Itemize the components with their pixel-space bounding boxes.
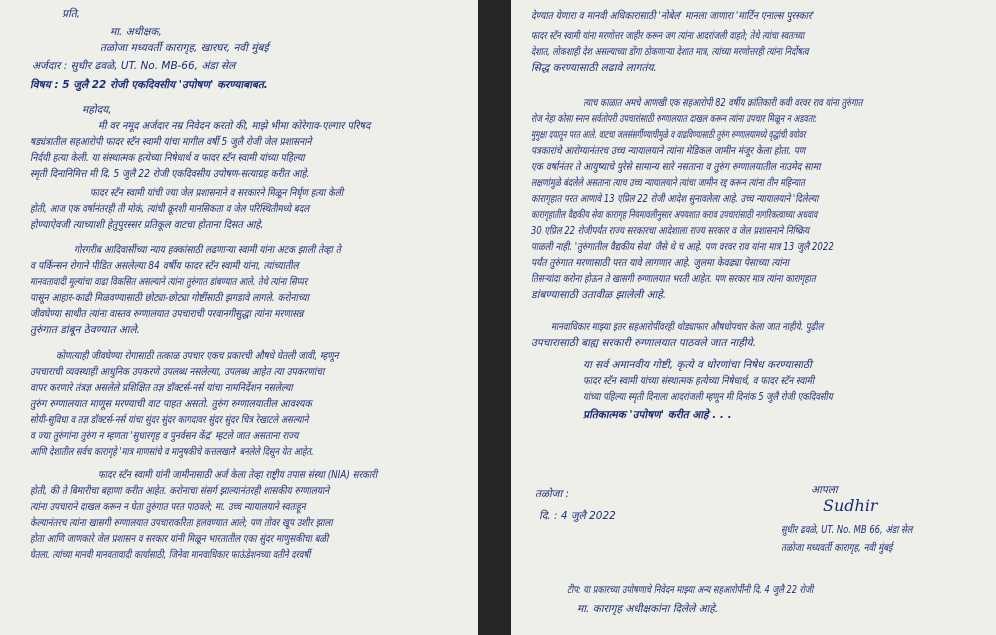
sender-address: तळोजा मध्यवर्ती कारागृह, नवी मुंबई bbox=[781, 542, 893, 554]
sender-name: सुधीर ढवळे, UT. No. MB 66, अंडा सेल bbox=[781, 524, 913, 536]
body-line: तिसऱ्यांदा करोना होऊन ते खासगी रुग्णालयात भरती आहेत. पण सरकार मात्र त्यांना कारागृहात bbox=[531, 273, 816, 285]
body-line: गोरगरीब आदिवासींच्या न्याय हक्कांसाठी लढणाऱ्या स्वामी यांना अटक झाली तेव्हा ते bbox=[74, 244, 341, 256]
body-line: देण्यात येणारा व मानवी अधिकारासाठी 'नोबेल' मानला जाणारा 'मार्टिन एनाल्स पुरस्कार' bbox=[531, 10, 815, 22]
body-line: मानवाधिकार माझ्या इतर सहआरोपींवरही थोड्याफार औषधोपचार केला जात नाहीये. पुढील bbox=[551, 321, 824, 333]
body-line: होण्याऐवजी त्याच्याशी हेतुपुरस्सर प्रतिकूल वाटचा होताना दिसत आहे. bbox=[30, 219, 264, 231]
date-label: दि. : 4 जुलै 2022 bbox=[539, 510, 616, 522]
body-line: एक वर्षानंतर ते आयुष्याचे पुरेसे सामान्य सारे नसताना व तुरुंग रुग्णालयातील नाउमेद सामा bbox=[531, 161, 821, 173]
body-line: त्यांना उपचाराने दाखल करून न घेता तुरुंगात परत पाठवले; मा. उच्च न्यायालयाने स्वतःहून bbox=[30, 501, 306, 513]
place-label: तळोजा : bbox=[535, 488, 570, 500]
body-line: आणि देशातील सर्वच कारागृहे 'मात्र माणसांचे व मानुषकीचे कत्तलखाने' बनलेले दिसून येत आहेत. bbox=[30, 446, 314, 458]
body-line: घेतला. त्यांच्या मानवी मानवतावादी कार्यासाठी, जिनेवा मानवाधिकार फाऊंडेशनच्या वतीने दरवर्षी bbox=[30, 549, 311, 561]
letter-page-right bbox=[511, 0, 996, 635]
body-line: होता आणि जाणकारे जेल प्रशासन व सरकार यांनी मिळून भारतातील एका सुंदर माणुसकीचा बळी bbox=[30, 533, 329, 545]
body-line: यांच्या पहिल्या स्मृती दिनाला आदरांजली म्हणून मी दिनांक 5 जुलै रोजी एकदिवसीय bbox=[583, 391, 833, 403]
applicant-line: अर्जदार : सुधीर ढवळे, UT. No. MB-66, अंडा सेल bbox=[32, 60, 236, 72]
body-line: निर्दयी हत्या केली. या संस्थात्मक हत्येच्या निषेधार्थ व फादर स्टॅन स्वामी यांच्या पहिल्या bbox=[30, 152, 305, 164]
body-line: उपचारासाठी बाह्य सरकारी रुग्णालयात पाठवले जात नाहीये. bbox=[531, 337, 756, 349]
body-line: कोणत्याही जीवघेण्या रोगासाठी तत्काळ उपचार एकच प्रकारची औषधे घेतली जावी, म्हणून bbox=[56, 350, 339, 362]
body-line: पाळली नाही. 'तुरुंगातील वैद्यकीय सेवा' जैसे थे च आहे. पण वरवर राव यांना मात्र 13 जुलै 2022 bbox=[531, 241, 834, 253]
note-line: मा. कारागृह अधीक्षकांना दिलेले आहे. bbox=[577, 603, 719, 615]
body-line: पासून आहार-काढी मिळवण्यासाठी छोट्या-छोट्या गोष्टींसाठी झगडावे लागले. करोनाच्या bbox=[30, 292, 309, 304]
body-line: फादर स्टॅन स्वामी यांनी जामीनासाठी अर्ज केला तेव्हा राष्ट्रीय तपास संस्था (NIA) सरकारी bbox=[98, 469, 378, 481]
body-line: कारागृहात परत आणावे 13 एप्रिल 22 रोजी आदेश सुनावलेला आहे. उच्च न्यायालयाने 'दिलेल्या bbox=[531, 193, 819, 205]
body-line: वापर करणारे तंत्रज्ञ असलेले प्रशिक्षित तज्ञ डॉक्टर्स-नर्स यांचा नामनिर्देशन नसलेल्या bbox=[30, 382, 293, 394]
body-line: प्रतिकात्मक 'उपोषण' करीत आहे . . . bbox=[583, 409, 732, 421]
body-line: मी वर नमूद अर्जदार नम्र निवेदन करतो की, माझे भीमा कोरेगाव-एल्गार परिषद bbox=[98, 120, 371, 132]
body-line: होती, की ते बिमारीचा बहाणा करीत आहेत. करोनाचा संसर्ग झाल्यानंतरही शासकीय रुग्णालयाने bbox=[30, 485, 330, 497]
greeting: महोदय, bbox=[82, 104, 112, 116]
body-line: षड्यंत्रातील सहआरोपी फादर स्टॅन स्वामी यांचा मागील वर्षी 5 जुलै रोजी जेल प्रशासनाने bbox=[30, 136, 312, 148]
body-line: स्मृती दिनानिमित्त मी दि. 5 जुलै 22 रोजी एकदिवसीय उपोषण-सत्याग्रह करीत आहे. bbox=[30, 168, 310, 180]
body-line: 30 एप्रिल 22 रोजीपर्यंत राज्य सरकारचा आदेशाला राज्य सरकार व जेल प्रशासनाने निष्क्रिय bbox=[531, 225, 810, 237]
body-line: या सर्व अमानवीय गोष्टी, कृत्ये व धोरणांचा निषेध करण्यासाठी bbox=[583, 359, 812, 371]
body-line: सोयी-सुविधा व तज्ञ डॉक्टर्स-नर्स यांचा सुंदर सुंदर कागदावर सुंदर सुंदर चित्र रेखाटले असल्याने bbox=[30, 414, 309, 426]
closing-yours: आपला bbox=[811, 484, 838, 496]
salutation-to: प्रति, bbox=[62, 8, 81, 20]
body-line: पर्यंत तुरुंगात मरणासाठी परत यावे लागणार आहे. जुलमा केवढ्या पेसाच्या त्यांना bbox=[531, 257, 790, 269]
body-line: व ज्या तुरुंगांना तुरुंग न म्हणता 'सुधारगृह व पुनर्वसन केंद्र' म्हटले जात असताना राज्य bbox=[30, 430, 299, 442]
subject-line: विषय : 5 जुलै 22 रोजी एकदिवसीय 'उपोषण' करण्याबाबत. bbox=[30, 79, 268, 91]
recipient-address: तळोजा मध्यवर्ती कारागृह, खारघर, नवी मुंबई bbox=[100, 42, 269, 54]
page-gutter bbox=[478, 0, 511, 635]
body-line: मानवतावादी मूल्यांचा वाढा विकसित असल्याने त्यांना तुरुंगात डांबण्यात आले. तेथे त्यांना सिप्पर bbox=[30, 276, 308, 288]
body-line: जीवघेण्या साथीत त्यांना वास्तव रुग्णालयात उपचाराची परवानगीसुद्धा त्यांना मरणासन्न bbox=[30, 308, 304, 320]
body-line: डांबण्यासाठी उतावीळ झालेली आहे. bbox=[531, 289, 667, 301]
body-line: होती, आज एक वर्षानंतरही ती मोकं, त्यांची क्रूरशी मानसिकता व जेल परिस्थितीमध्ये बदल bbox=[30, 203, 310, 215]
signature: Sudhir bbox=[823, 496, 878, 515]
body-line: फादर स्टॅन स्वामी यांची ज्या जेल प्रशासनाने व सरकारने मिळून निर्घृण हत्या केली bbox=[90, 187, 344, 199]
body-line: मुमुक्षा दयातून परत आले. वाटचा जलसंसर्गीण्याचीमुळे व वाढविण्यासाठी तुरुंग रुग्णालयामध्ये वृद्धांची वयोवर bbox=[531, 129, 806, 141]
note-line: टीप: या प्रकारच्या उपोषणाचे निवेदन माझ्या अन्य सहआरोपींनी दि. 4 जुलै 22 रोजी bbox=[567, 584, 814, 596]
body-line: उपचाराची व्यवस्थाही आधुनिक उपकरणे उपलब्ध नसलेल्या, उपलब्ध आहेत त्या उपकरणांचा bbox=[30, 366, 325, 378]
body-line: केल्यानंतरच त्यांना खासगी रुग्णालयात उपचाराकरिता हलवण्यात आले; पण तोवर खूप उशीर झाला bbox=[30, 517, 333, 529]
body-line: देशात, लोकशाही देश असल्याच्या डोंगा ठोकणाऱ्या देशात मात्र, त्यांच्या मरणोत्तरही त्यांना निर्दोषत्व bbox=[531, 46, 809, 58]
body-line: सिद्ध करण्यासाठी लढावे लागतंय. bbox=[531, 62, 657, 74]
recipient-title: मा. अधीक्षक, bbox=[110, 26, 162, 38]
body-line: पत्रकारांचे आरोग्यानंतरच उच्च न्यायालयाने त्यांना मेडिकल जामीन मंजूर केला होता. पण bbox=[531, 145, 806, 157]
body-line: कारागृहातील वैद्यकीय सेवा कारागृह नियमावलीनुसार अपयशात कराव उपचारांसाठी नागरिकत्वाच्या अधवाव bbox=[531, 209, 818, 221]
body-line: फादर स्टॅन स्वामी यांच्या संस्थात्मक हत्येच्या निषेधार्थ, व फादर स्टॅन स्वामी bbox=[583, 375, 815, 387]
body-line: त्याच काळात अमचे आणखी एक सहआरोपी 82 वर्षीय क्रांतिकारी कवी वरवर राव यांना तुरुंगात bbox=[583, 97, 863, 109]
body-line: फादर स्टॅन स्वामी यांना मरणोत्तर जाहीर करून जग त्यांना आदरांजली वाहते; तेथे त्यांचा स्वतःच्या bbox=[531, 30, 805, 42]
body-line: लक्षणांमुळे बंदलेले असताना त्याच उच्च न्यायालयाने त्यांचा जामीन रद्द करून त्यांना तीन महिन्यात bbox=[531, 177, 805, 189]
body-line: रोज नेहा कोसा स्नान सर्वतोपरी उपचारांसाठी रुग्णालयात दाखल करून त्यांना उपचार मिळून न अडवता: bbox=[531, 113, 817, 125]
letter-page-left bbox=[0, 0, 478, 635]
body-line: तुरुंग रुग्णालयात माणूस मरण्याची वाट पाहत असतो. तुरुंग रुग्णालयातील आवश्यक bbox=[30, 398, 312, 410]
body-line: तुरुंगात डांबून ठेवण्यात आले. bbox=[30, 324, 140, 336]
body-line: व पर्किन्सन रोगाने पीडित असलेल्या 84 वर्षीय फादर स्टॅन स्वामी यांना, त्यांच्यातील bbox=[30, 260, 299, 272]
